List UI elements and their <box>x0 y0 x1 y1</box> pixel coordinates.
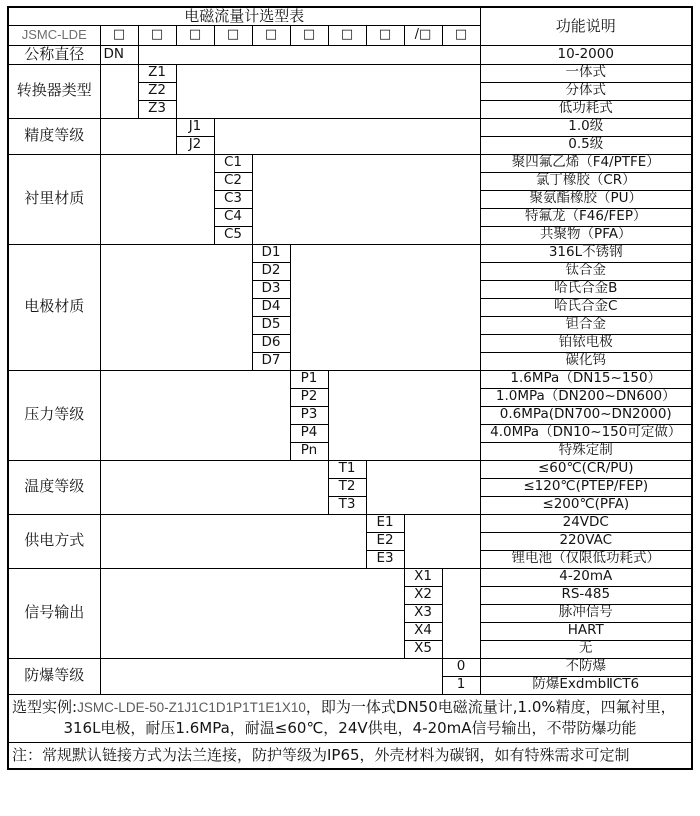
spacer-cell <box>366 460 480 514</box>
selection-sheet <box>7 6 693 770</box>
function-cell: 脉冲信号 <box>480 604 692 622</box>
code-cell: 1 <box>442 676 480 694</box>
section-label: 压力等级 <box>8 370 100 460</box>
function-cell: 分体式 <box>480 82 692 100</box>
section-label: 衬里材质 <box>8 154 100 244</box>
function-cell: 防爆ExdmbⅡCT6 <box>480 676 692 694</box>
function-cell: 1.6MPa（DN15~150） <box>480 370 692 388</box>
code-cell: Z1 <box>138 64 176 82</box>
checkbox-cell: □ <box>100 26 138 46</box>
section-label: 温度等级 <box>8 460 100 514</box>
example-desc: ，即为一体式DN50电磁流量计,1.0%精度，四氟衬里， <box>305 697 676 716</box>
note-row <box>8 743 692 769</box>
table-row <box>8 64 692 82</box>
function-cell: 1.0级 <box>480 118 692 136</box>
code-cell: C2 <box>214 172 252 190</box>
example-line2: 316L电极，耐压1.6MPa，耐温≤60℃，24V供电，4-20mA信号输出，不带防爆功能 <box>63 719 637 738</box>
function-cell: 钽合金 <box>480 316 692 334</box>
section-label: 供电方式 <box>8 514 100 568</box>
function-column-header: 功能说明 <box>480 7 692 46</box>
model-prefix: JSMC-LDE <box>8 26 100 46</box>
function-cell: ≤200℃(PFA) <box>480 496 692 514</box>
example-line1 <box>12 697 688 719</box>
example-model-code: JSMC-LDE-50-Z1J1C1D1P1T1E1X10 <box>77 699 306 715</box>
table-row <box>8 118 692 136</box>
table-row <box>8 244 692 262</box>
code-cell: P2 <box>290 388 328 406</box>
section-label: 信号输出 <box>8 568 100 658</box>
spacer-cell <box>404 514 480 568</box>
sections-body <box>8 46 692 694</box>
function-cell: 4.0MPa（DN10~150可定做） <box>480 424 692 442</box>
function-cell: HART <box>480 622 692 640</box>
code-cell: D3 <box>252 280 290 298</box>
function-cell: 钛合金 <box>480 262 692 280</box>
function-cell: 10-2000 <box>480 46 692 64</box>
code-cell: X2 <box>404 586 442 604</box>
function-cell: 特殊定制 <box>480 442 692 460</box>
function-cell: 共聚物（PFA） <box>480 226 692 244</box>
spacer-cell <box>100 244 252 370</box>
table-row <box>8 370 692 388</box>
checkbox-cell: □ <box>176 26 214 46</box>
code-cell: J1 <box>176 118 214 136</box>
table-row <box>8 514 692 532</box>
function-cell: 铂铱电极 <box>480 334 692 352</box>
code-cell: E1 <box>366 514 404 532</box>
function-cell: 24VDC <box>480 514 692 532</box>
function-cell: 锂电池（仅限低功耗式） <box>480 550 692 568</box>
code-cell: C3 <box>214 190 252 208</box>
table-row <box>8 460 692 478</box>
code-cell: P3 <box>290 406 328 424</box>
code-cell: 0 <box>442 658 480 676</box>
function-cell: 特氟龙（F46/FEP） <box>480 208 692 226</box>
code-cell: E3 <box>366 550 404 568</box>
checkbox-cell: /□ <box>404 26 442 46</box>
footer-body <box>8 694 692 769</box>
spacer-cell <box>290 244 480 370</box>
code-cell: T2 <box>328 478 366 496</box>
code-cell: Z3 <box>138 100 176 118</box>
example-row <box>8 694 692 743</box>
function-cell: 316L不锈钢 <box>480 244 692 262</box>
code-cell: D6 <box>252 334 290 352</box>
function-cell: 一体式 <box>480 64 692 82</box>
spacer-cell <box>214 118 480 154</box>
code-cell: Z2 <box>138 82 176 100</box>
spacer-cell <box>100 370 290 460</box>
checkbox-cell: □ <box>290 26 328 46</box>
code-cell: J2 <box>176 136 214 154</box>
code-cell: D4 <box>252 298 290 316</box>
function-cell: 碳化钨 <box>480 352 692 370</box>
function-cell: 4-20mA <box>480 568 692 586</box>
code-cell: X5 <box>404 640 442 658</box>
code-cell: X1 <box>404 568 442 586</box>
section-label: 转换器类型 <box>8 64 100 118</box>
function-cell: 无 <box>480 640 692 658</box>
checkbox-cell: □ <box>252 26 290 46</box>
table-row <box>8 568 692 586</box>
code-cell: D7 <box>252 352 290 370</box>
code-cell: X4 <box>404 622 442 640</box>
spacer-cell <box>442 568 480 658</box>
section-label: 电极材质 <box>8 244 100 370</box>
function-cell: ≤60℃(CR/PU) <box>480 460 692 478</box>
spacer-cell <box>100 568 404 658</box>
table-row <box>8 658 692 676</box>
function-cell: 0.5级 <box>480 136 692 154</box>
spacer-cell <box>138 46 480 64</box>
code-cell: C5 <box>214 226 252 244</box>
code-cell: T1 <box>328 460 366 478</box>
section-label: 公称直径 <box>8 46 100 64</box>
function-cell: 聚四氟乙烯（F4/PTFE） <box>480 154 692 172</box>
function-cell: RS-485 <box>480 586 692 604</box>
selection-table <box>7 6 693 770</box>
spacer-cell <box>252 154 480 244</box>
code-cell: DN <box>100 46 138 64</box>
code-cell: P4 <box>290 424 328 442</box>
code-cell: C4 <box>214 208 252 226</box>
code-cell: P1 <box>290 370 328 388</box>
checkbox-cell: □ <box>138 26 176 46</box>
table-row <box>8 46 692 64</box>
checkbox-cell: □ <box>366 26 404 46</box>
function-cell: 0.6MPa(DN700~DN2000) <box>480 406 692 424</box>
spacer-cell <box>176 64 480 118</box>
function-cell: 低功耗式 <box>480 100 692 118</box>
spacer-cell <box>100 154 214 244</box>
function-cell: 聚氨酯橡胶（PU） <box>480 190 692 208</box>
checkbox-cell: □ <box>328 26 366 46</box>
table-row <box>8 154 692 172</box>
function-cell: 不防爆 <box>480 658 692 676</box>
checkbox-cell: □ <box>442 26 480 46</box>
code-cell: D2 <box>252 262 290 280</box>
code-cell: C1 <box>214 154 252 172</box>
section-label: 防爆等级 <box>8 658 100 694</box>
spacer-cell <box>100 118 176 154</box>
function-cell: 1.0MPa（DN200~DN600） <box>480 388 692 406</box>
code-cell: E2 <box>366 532 404 550</box>
function-cell: 220VAC <box>480 532 692 550</box>
code-cell: Pn <box>290 442 328 460</box>
code-cell: D1 <box>252 244 290 262</box>
header-body <box>8 7 692 46</box>
spacer-cell <box>100 514 366 568</box>
table-title: 电磁流量计选型表 <box>8 7 480 26</box>
title-row <box>8 7 692 26</box>
selection-example <box>8 694 692 743</box>
spacer-cell <box>100 460 328 514</box>
code-cell: T3 <box>328 496 366 514</box>
function-cell: 哈氏合金C <box>480 298 692 316</box>
code-cell: X3 <box>404 604 442 622</box>
function-cell: 哈氏合金B <box>480 280 692 298</box>
function-cell: ≤120℃(PTEP/FEP) <box>480 478 692 496</box>
spacer-cell <box>100 64 138 118</box>
example-label: 选型实例: <box>12 697 78 716</box>
section-label: 精度等级 <box>8 118 100 154</box>
function-cell: 氯丁橡胶（CR） <box>480 172 692 190</box>
code-cell: D5 <box>252 316 290 334</box>
note-text: 注：常规默认链接方式为法兰连接，防护等级为IP65，外壳材料为碳钢，如有特殊需求可定制 <box>8 743 692 769</box>
spacer-cell <box>100 658 442 694</box>
checkbox-cell: □ <box>214 26 252 46</box>
spacer-cell <box>328 370 480 460</box>
